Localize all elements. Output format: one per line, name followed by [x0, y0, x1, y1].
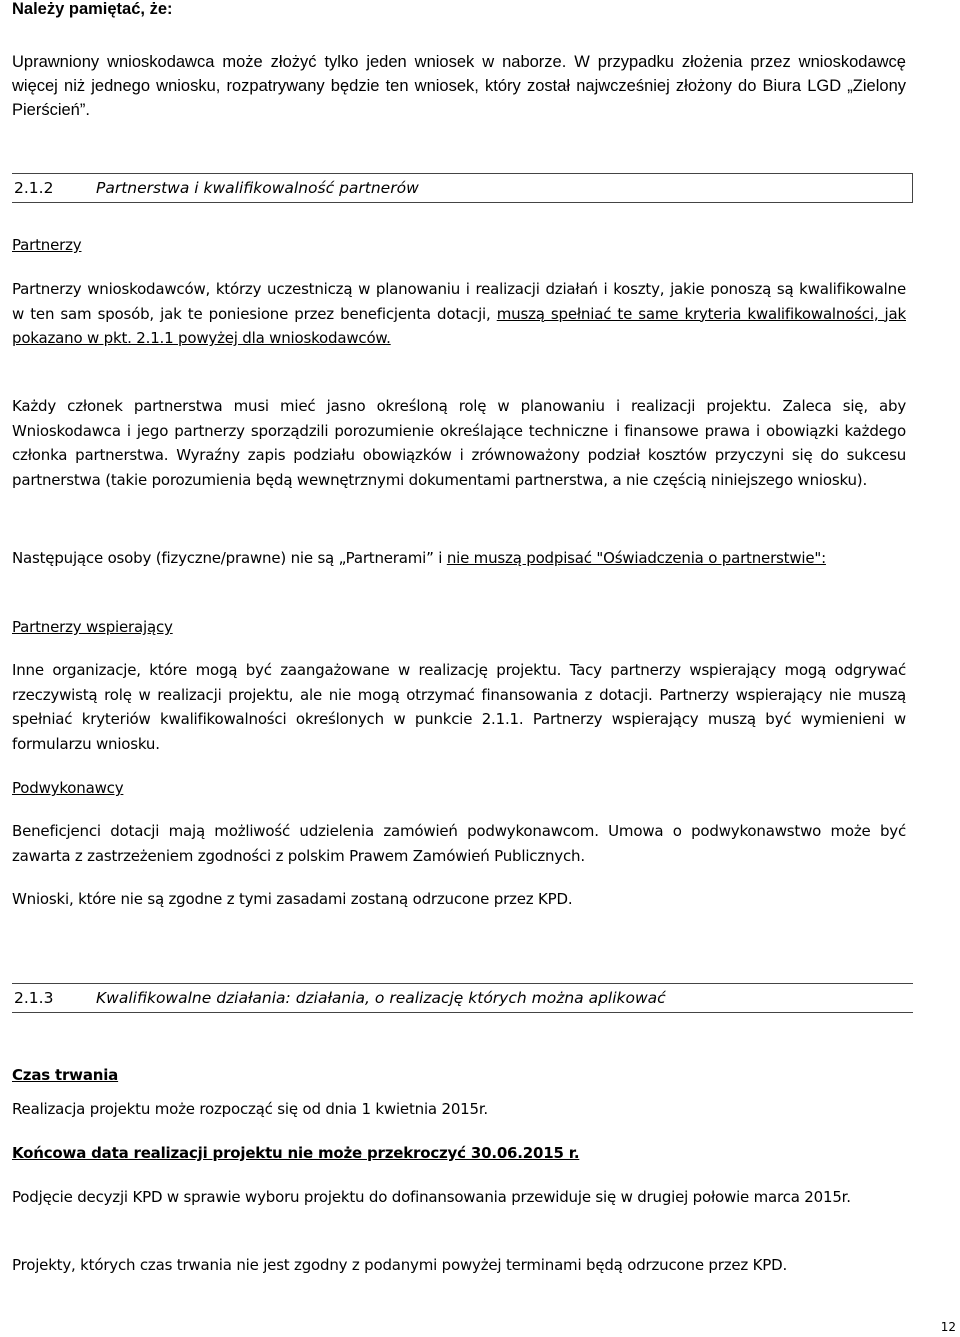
not-partners-requirement: nie muszą podpisać "Oświadczenia o partnerstwie": — [446, 549, 826, 567]
decision-paragraph: Podjęcie decyzji KPD w sprawie wyboru projektu do dofinansowania przewiduje się w drugiej połowie marca 2015r. — [12, 1188, 851, 1206]
supporting-partners-paragraph: Inne organizacje, które mogą być zaangażowane w realizację projektu. Tacy partnerzy wspierający mogą odgrywać rzeczywistą rolę w realizacji projektu, ale nie mogą otrzymać finansowania z dotacji. Partnerzy wspierający nie muszą spełniać kryteriów kwalifikowalności określonych w punkcie 2.1.1. Partnerzy wspierający muszą być wymienieni w formularzu wniosku. — [12, 661, 906, 753]
reminder-paragraph: Uprawniony wnioskodawca może złożyć tylko jeden wniosek w naborze. W przypadku złożenia przez wnioskodawcę więcej niż jednego wniosku, rozpatrywany będzie ten wniosek, który został najwcześniej złożony do Biura LGD „Zielony Pierścień”. — [12, 53, 906, 119]
section-213-number: 2.1.3 — [14, 989, 54, 1007]
section-213-header — [12, 983, 913, 1013]
partners-paragraph — [12, 277, 906, 351]
start-date-paragraph: Realizacja projektu może rozpocząć się od dnia 1 kwietnia 2015r. — [12, 1100, 489, 1118]
reminder-heading: Należy pamiętać, że: — [12, 0, 173, 18]
partners-text: Partnerzy wnioskodawców, którzy uczestniczą w planowaniu i realizacji działań i koszty, jakie ponoszą są kwalifikowalne w ten sam sposób, jak te poniesione przez beneficjenta dotacji, — [12, 280, 906, 323]
rejection-paragraph: Wnioski, które nie są zgodne z tymi zasadami zostaną odrzucone przez KPD. — [12, 890, 573, 908]
not-partners-paragraph — [12, 546, 906, 571]
subcontractors-heading: Podwykonawcy — [12, 779, 124, 797]
end-date-paragraph: Końcowa data realizacji projektu nie może przekroczyć 30.06.2015 r. — [12, 1144, 580, 1162]
page-number: 12 — [940, 1320, 956, 1334]
subcontractors-paragraph: Beneficjenci dotacji mają możliwość udzielenia zamówień podwykonawcom. Umowa o podwykonawstwo może być zawarta z zastrzeżeniem zgodności z polskim Prawem Zamówień Publicznych. — [12, 822, 906, 865]
section-213-title: Kwalifikowalne działania: działania, o realizację których można aplikować — [96, 989, 666, 1007]
supporting-partners-heading: Partnerzy wspierający — [12, 618, 173, 636]
section-212-number: 2.1.2 — [14, 179, 54, 197]
not-partners-text: Następujące osoby (fizyczne/prawne) nie są „Partnerami” i — [12, 549, 447, 567]
roles-paragraph: Każdy członek partnerstwa musi mieć jasno określoną rolę w planowaniu i realizacji projektu. Zaleca się, aby Wnioskodawca i jego partnerzy sporządzili porozumienie określające techniczne i finansowe prawa i obowiązki każdego członka partnerstwa. Wyraźny zapis podziału obowiązków i zrównoważony podział kosztów przyczyni się do sukcesu partnerstwa (takie porozumienia będą wewnętrznymi dokumentami partnerstwa, a nie częścią niniejszego wniosku). — [12, 397, 906, 489]
partners-requirement: muszą spełniać te same kryteria kwalifikowalności, jak pokazano w pkt. 2.1.1 powyżej dla wnioskodawców. — [12, 304, 906, 347]
section-212-header — [12, 173, 913, 203]
duration-reject-paragraph: Projekty, których czas trwania nie jest zgodny z podanymi powyżej terminami będą odrzucone przez KPD. — [12, 1256, 788, 1274]
partners-heading: Partnerzy — [12, 236, 82, 254]
section-212-title: Partnerstwa i kwalifikowalność partnerów — [96, 179, 419, 197]
duration-heading: Czas trwania — [12, 1066, 119, 1084]
